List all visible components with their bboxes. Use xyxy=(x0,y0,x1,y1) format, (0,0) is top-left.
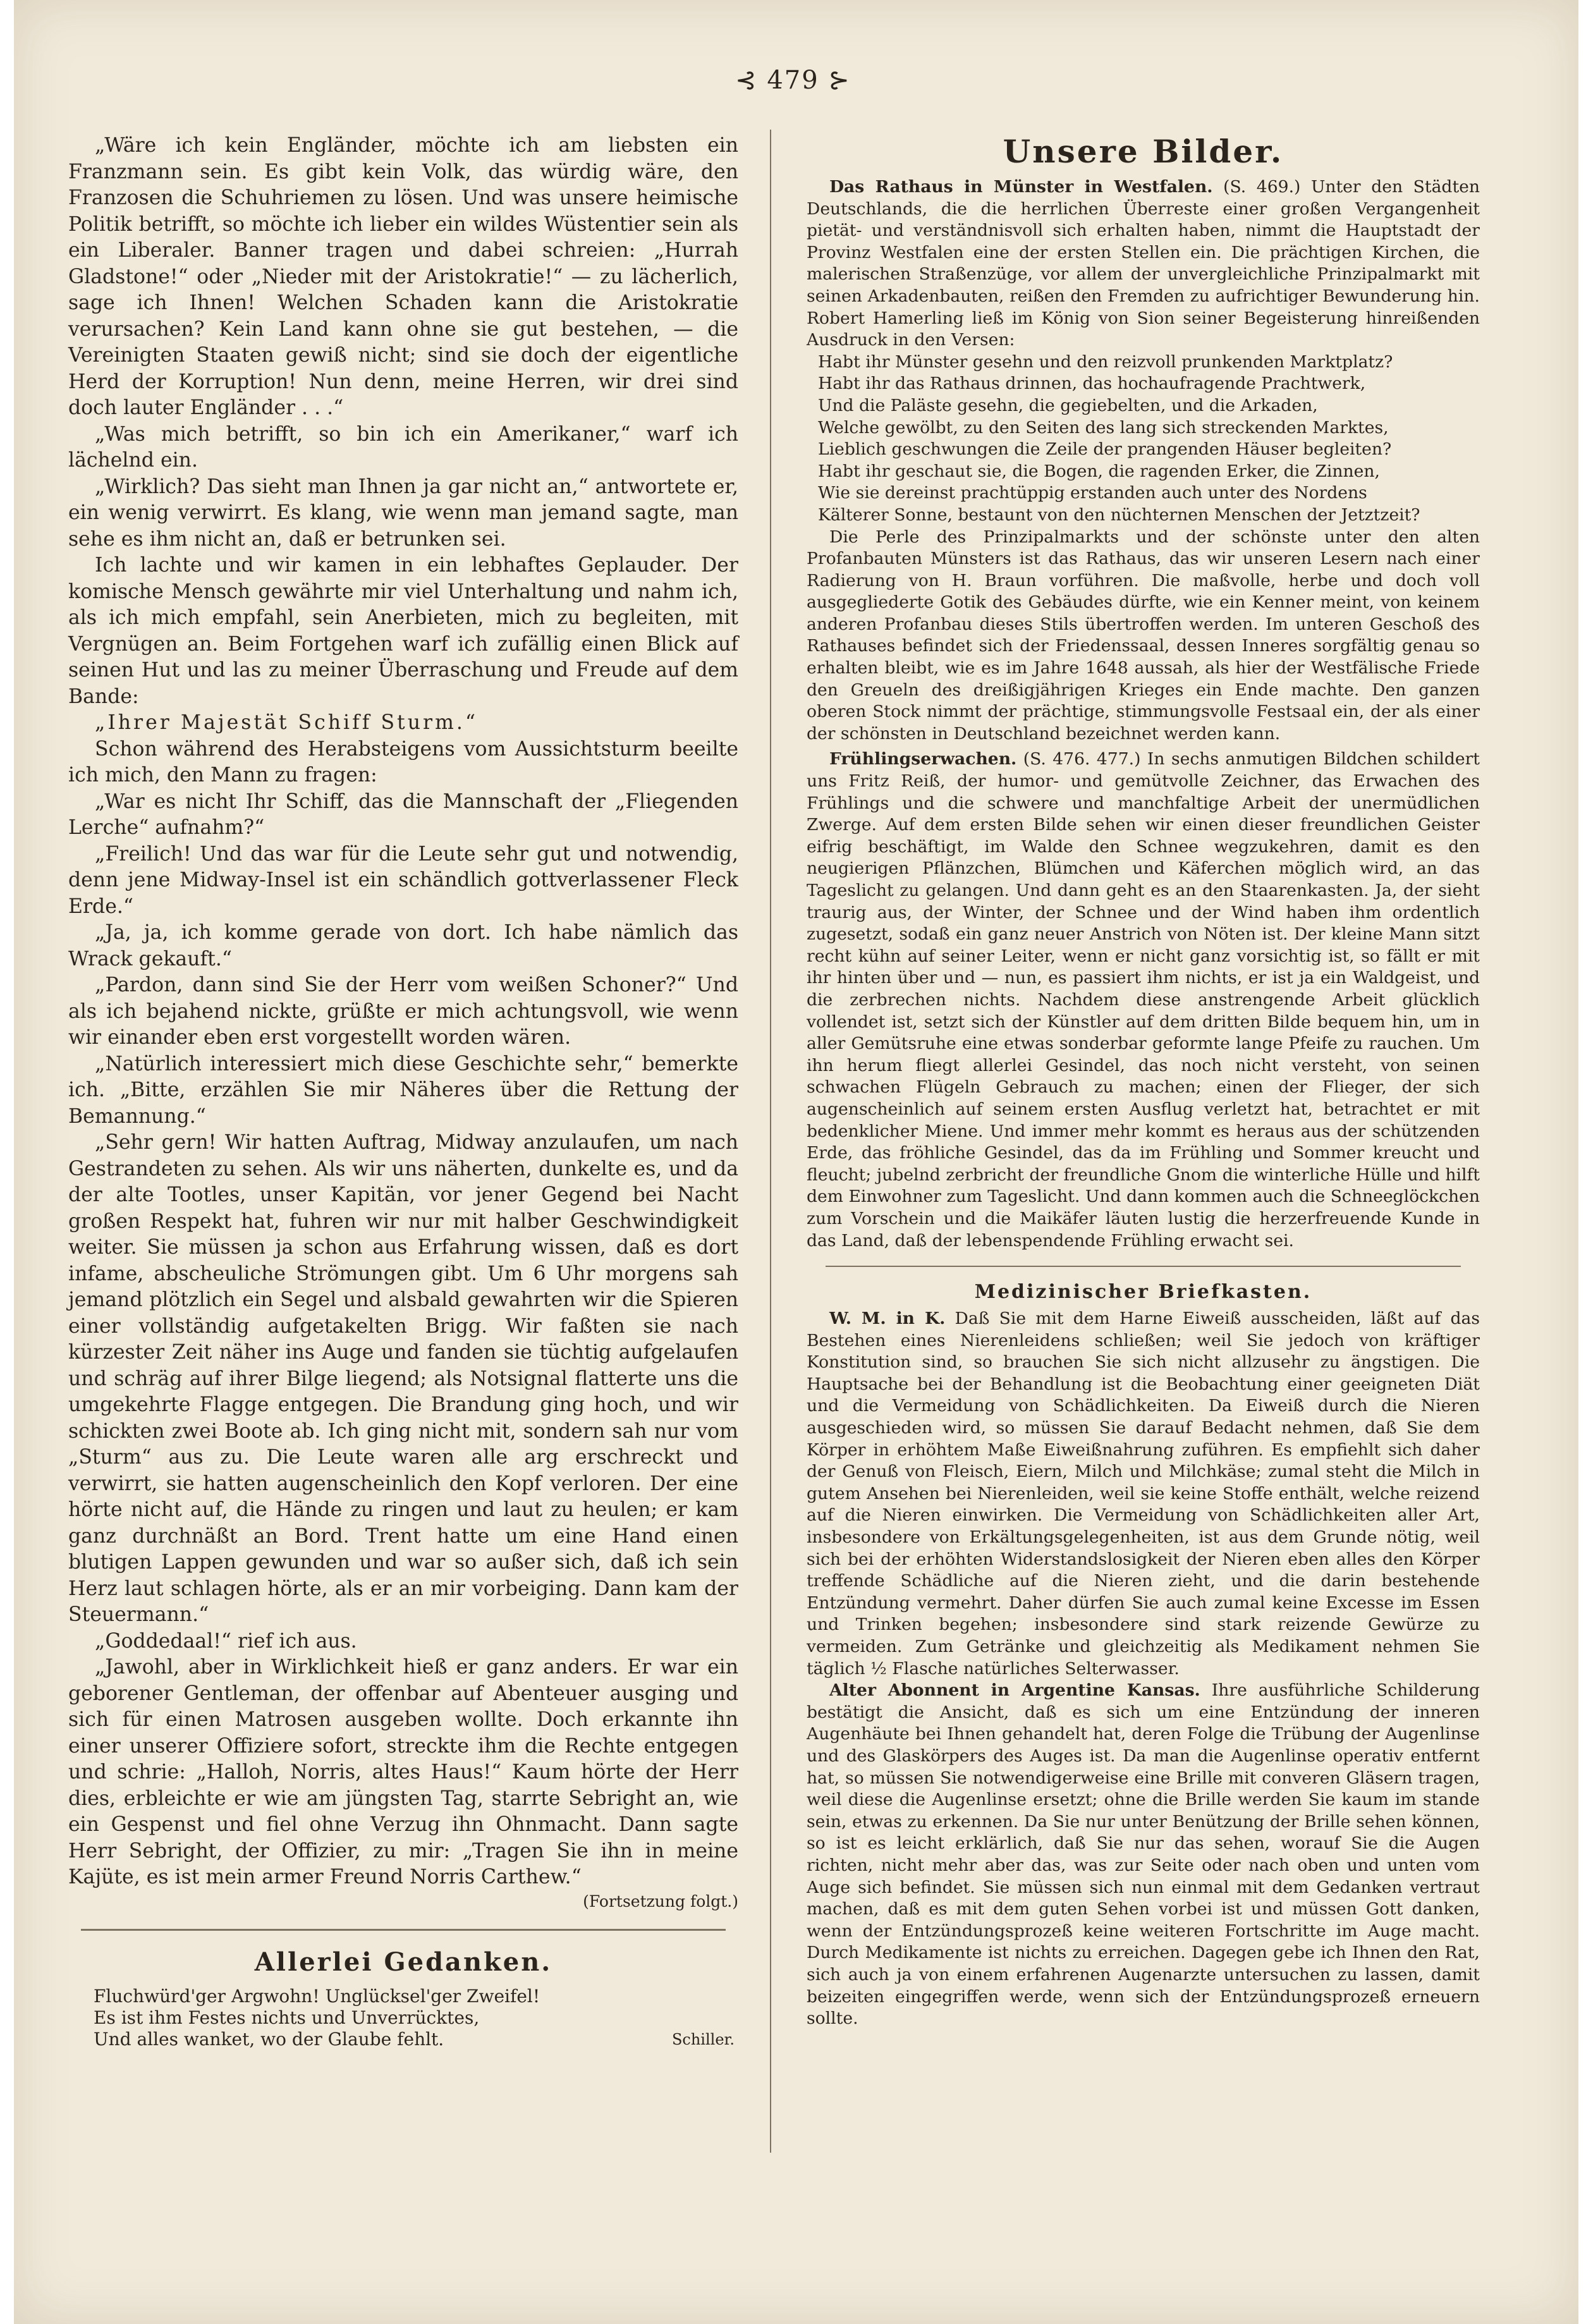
story-paragraph: „Freilich! Und das war für die Leute sehr gut und notwendig, denn jene Midway-Insel ist ein schändlich gottverlassener Fleck Erde.“ xyxy=(68,842,738,918)
hamerling-verse xyxy=(807,352,1480,527)
story-paragraph: „Sehr gern! Wir hatten Auftrag, Midway anzulaufen, um nach Gestrandeten zu sehen. Als wir uns näherten, dunkelte es, und da der alte Tootles, unser Kapitän, vor jener Gegend bei Nacht großen Respekt hat, fuhren wir nur mit halber Geschwindigkeit weiter. Sie müssen ja schon aus Erfahrung wissen, daß es dort infame, abscheuliche Strömungen gibt. Um 6 Uhr morgens sah jemand plötzlich ein Segel und alsbald gewahrten wir die Spieren einer vollständig aufgetakelten Brigg. Wir faßten sie nach kürzester Zeit näher ins Auge und fanden sie tüchtig aufgelaufen und schräg auf ihrer Bilge liegend; als Notsignal flatterte uns die umgekehrte Flagge entgegen. Die Brandung ging hoch, und wir schickten zwei Boote ab. Ich ging nicht mit, sondern sah nur vom „Sturm“ aus zu. Die Leute waren alle arg erschreckt und verwirrt, sie hatten augenscheinlich den Kopf verloren. Der eine hörte nicht auf, die Hände zu ringen und laut zu heulen; er kam ganz durchnäßt an Bord. Trent hatte um eine Hand einen blutigen Lappen gewunden und war so außer sich, daß ich sein Herz laut schlagen hörte, als er an mir vorbeiging. Dann kam der Steuermann.“ xyxy=(68,1131,738,1626)
section-title-pictures: Unsere Bilder. xyxy=(1003,133,1284,170)
column-rule xyxy=(770,130,771,2153)
continued-note: (Fortsetzung folgt.) xyxy=(583,1892,738,1911)
left-column xyxy=(68,133,738,2050)
verse-line: Kälterer Sonne, bestaunt von den nüchternen Menschen der Jetztzeit? xyxy=(818,505,1420,525)
poem-author: Schiller. xyxy=(671,2030,735,2048)
medical-question-2-heading: Alter Abonnent in Argentine Kansas. xyxy=(829,1680,1200,1701)
verse-line: Und die Paläste gesehn, die gegiebelten, und die Arkaden, xyxy=(818,395,1318,415)
story-paragraph: „Pardon, dann sind Sie der Herr vom weißen Schoner?“ Und als ich bejahend nickte, grüßte er mich achtungsvoll, wie wenn wir einander eben erst vorgestellt worden wären. xyxy=(68,974,738,1049)
story-paragraph: „Wäre ich kein Engländer, möchte ich am liebsten ein Franzmann sein. Es gibt kein Volk, das würdig wäre, den Franzosen die Schuhriemen zu lösen. Und was unsere heimische Politik betrifft, so möchte ich lieber ein wildes Wüstentier sein als ein Liberaler. Banner tragen und dabei schreien: „Hurrah Gladstone!“ oder „Nieder mit der Aristokratie!“ — zu lächerlich, sage ich Ihnen! Welchen Schaden kann die Aristokratie verursachen? Kein Land kann ohne sie gut bestehen, — die Vereinigten Staaten gewiß nicht; sind sie doch der eigentliche Herd der Korruption! Nun denn, meine Herren, wir drei sind doch lauter Engländer . . .“ xyxy=(68,134,738,419)
medical-title: Medizinischer Briefkasten. xyxy=(974,1281,1312,1304)
right-column xyxy=(807,133,1480,2030)
section-divider xyxy=(81,1929,726,1931)
medical-answer-2 xyxy=(807,1680,1480,2030)
poem-line: Und alles wanket, wo der Glaube fehlt. xyxy=(94,2028,444,2050)
verse-line: Lieblich geschwungen die Zeile der prangenden Häuser begleiten? xyxy=(818,439,1392,460)
rathaus-intro-text: (S. 469.) Unter den Städten Deutschlands, die die herrlichen Überreste einer großen Vergangenheit pietät- und verständnisvoll sich erhalten haben, nimmt die Hauptstadt der Provinz Westfalen eine der ersten Stellen ein. Die prächtigen Kirchen, die malerischen Straßenzüge, vor allem der unvergleichliche Prinzipalmarkt mit seinen Arkadenbauten, reißen den Fremden zu aufrichtiger Bewunderung hin. Robert Hamerling ließ im König von Sion seiner Begeisterung hinreißenden Ausdruck in den Versen: xyxy=(807,177,1480,350)
story-paragraph: „Natürlich interessiert mich diese Geschichte sehr,“ bemerkte ich. „Bitte, erzählen Sie mir Näheres über die Rettung der Bemannung.“ xyxy=(68,1052,738,1128)
verse-line: Habt ihr Münster gesehn und den reizvoll prunkenden Marktplatz? xyxy=(818,352,1393,372)
story-paragraph: „Ihrer Majestät Schiff Sturm.“ xyxy=(95,711,479,734)
verse-line: Welche gewölbt, zu den Seiten des lang sich streckenden Marktes, xyxy=(818,417,1389,437)
verse-line: Habt ihr das Rathaus drinnen, das hochaufragende Prachtwerk, xyxy=(818,374,1366,394)
verse-line: Habt ihr geschaut sie, die Bogen, die ragenden Erker, die Zinnen, xyxy=(818,461,1380,481)
medical-answer-1 xyxy=(807,1308,1480,1680)
thoughts-title: Allerlei Gedanken. xyxy=(254,1947,552,1977)
rathaus-body: Die Perle des Prinzipalmarkts und der schönste unter den alten Profanbauten Münsters ist das Rathaus, das wir unseren Lesern nach einer Radierung von H. Braun vorführen. Die maßvolle, herbe und doch voll ausgegliederte Gotik des Gebäudes dürfte, wie ein Kenner meint, von keinem anderen Profanbau dieses Stils übertroffen werden. Im unteren Geschoß des Rathauses befindet sich der Friedenssaal, dessen Inneres sorgfältig genau so erhalten bleibt, wie es im Jahre 1648 aussah, als hier der Westfälische Friede den Greueln des dreißigjährigen Krieges ein Ende machte. Den ganzen oberen Stock nimmt der prächtige, stimmungsvolle Festsaal ein, der als einer der schönsten in Deutschland bezeichnet werden kann. xyxy=(807,527,1480,743)
medical-answer-1-text: Daß Sie mit dem Harne Eiweiß ausscheiden, läßt auf das Bestehen eines Nierenleidens schließen; weil Sie jedoch von kräftiger Konstitution sind, so brauchen Sie sich nicht allzusehr zu ängstigen. Die Hauptsache bei der Behandlung ist die Beobachtung einer geeigneten Diät und die Vermeidung von Schädlichkeiten. Da Eiweiß durch die Nieren ausgeschieden wird, so müssen Sie darauf Bedacht nehmen, daß Sie dem Körper in erhöhtem Maße Eiweißnahrung zuführen. Es empfiehlt sich daher der Genuß von Fleisch, Eiern, Milch und Milchkäse; zumal steht die Milch in gutem Ansehen bei Nierenleiden, weil sie keine Stoffe enthält, welche reizend auf die Nieren einwirken. Die Vermeidung von Schädlichkeiten aller Art, insbesondere von Erkältungsgelegenheiten, ist aus dem Grunde nötig, weil sich bei der erhöhten Widerstandslosigkeit der Nieren eben alles den Körper treffende Schädliche auf die Nieren zieht, und die darin bestehende Entzündung vermehrt. Daher dürfen Sie auch zumal keine Excesse im Essen und Trinken begehen; insbesondere sind stark reizende Gewürze zu vermeiden. Zum Getränke und gleichzeitig als Medikament nehmen Sie täglich ½ Flasche natürliches Selterwasser. xyxy=(807,1309,1480,1679)
story-paragraph: „Was mich betrifft, so bin ich ein Amerikaner,“ warf ich lächelnd ein. xyxy=(68,422,738,472)
story-paragraph: Schon während des Herabsteigens vom Aussichtsturm beeilte ich mich, den Mann zu fragen: xyxy=(68,737,738,786)
medical-question-1-heading: W. M. in K. xyxy=(829,1309,946,1329)
poem-line: Es ist ihm Festes nichts und Unverrücktes, xyxy=(94,2007,480,2028)
poem-line: Fluchwürd'ger Argwohn! Unglücksel'ger Zweifel! xyxy=(94,1985,540,2007)
story-paragraph: Ich lachte und wir kamen in ein lebhaftes Geplauder. Der komische Mensch gewährte mir viel Unterhaltung und nahm ich, als ich mich empfahl, sein Anerbieten, mich zu begleiten, mit Vergnügen an. Beim Fortgehen warf ich zufällig einen Blick auf seinen Hut und las zu meiner Überraschung und Freude auf dem Bande: xyxy=(68,554,738,708)
medical-answer-2-text: Ihre ausführliche Schilderung bestätigt die Ansicht, daß es sich um eine Entzündung der inneren Augenhäute bei Ihnen gehandelt hat, deren Folge die Trübung der Augenlinse und des Glaskörpers des Auges ist. Da man die Augenlinse operativ entfernt hat, so müssen Sie notwendigerweise eine Brille mit converen Gläsern tragen, weil diese die Augenlinse ersetzt; ohne die Brille werden Sie kaum im stande sein, etwas zu erkennen. Da Sie nur unter Benützung der Brille sehen können, so ist es leicht erklärlich, daß Sie nur das sehen, worauf Sie die Augen richten, nicht mehr aber das, was zur Seite oder nach oben und unten vom Auge sich befindet. Sie müssen sich nun einmal mit dem Gedanken vertraut machen, daß es mit dem guten Sehen vorbei ist und müssen Gott danken, wenn der Entzündungsprozeß keine weiteren Fortschritte im Auge macht. Durch Medikamente ist nichts zu erreichen. Dagegen gebe ich Ihnen den Rat, sich auch ja von einem erfahrenen Augenarzte untersuchen zu lassen, damit beizeiten eingegriffen werde, wenn sich der Entzündungsprozeß erneuern sollte. xyxy=(807,1680,1480,2029)
poem xyxy=(94,1986,738,2050)
story-paragraph: „War es nicht Ihr Schiff, das die Mannschaft der „Fliegenden Lerche“ aufnahm?“ xyxy=(68,790,738,839)
spring-paragraph xyxy=(807,749,1480,1252)
story-paragraph: „Jawohl, aber in Wirklichkeit hieß er ganz anders. Er war ein geborener Gentleman, der offenbar auf Abenteuer ausging und sich für einen Matrosen ausgeben wollte. Doch erkannte ihn einer unserer Offiziere sofort, streckte ihm die Rechte entgegen und schrie: „Halloh, Norris, altes Haus!“ Kaum hörte der Herr dies, erbleichte er wie am jüngsten Tag, starrte Sebright an, wie ein Gespenst und fiel ohne Verzug ihn Ohnmacht. Dann sagte Herr Sebright, der Offizier, zu mir: „Tragen Sie ihn in meine Kajüte, es ist mein armer Freund Norris Carthew.“ xyxy=(68,1656,738,1888)
story-paragraph: „Wirklich? Das sieht man Ihnen ja gar nicht an,“ antwortete er, ein wenig verwirrt. Es klang, wie wenn man jemand sagte, man sehe es ihm nicht an, daß er betrunken sei. xyxy=(68,475,738,551)
section-divider xyxy=(826,1266,1461,1267)
ornament-right: ⊱ xyxy=(828,66,851,95)
story-paragraph: „Goddedaal!“ rief ich aus. xyxy=(95,1629,357,1653)
page-number: ⊰ 479 ⊱ xyxy=(735,66,851,95)
rathaus-intro xyxy=(807,176,1480,352)
rathaus-heading: Das Rathaus in Münster in Westfalen. xyxy=(829,177,1213,197)
verse-line: Wie sie dereinst prachtüppig erstanden auch unter des Nordens xyxy=(818,483,1367,503)
story-paragraph: „Ja, ja, ich komme gerade von dort. Ich habe nämlich das Wrack gekauft.“ xyxy=(68,921,738,970)
story-text xyxy=(68,133,738,1912)
spring-heading: Frühlingserwachen. xyxy=(829,749,1017,769)
ornament-left: ⊰ xyxy=(735,66,758,95)
spring-text: (S. 476. 477.) In sechs anmutigen Bildchen schildert uns Fritz Reiß, der humor- und gemütvolle Zeichner, das Erwachen des Frühlings und die schwere und manchfaltige Arbeit der unermüdlichen Zwerge. Auf dem ersten Bilde sehen wir einen dieser freundlichen Geister eifrig beschäftigt, im Walde den Schnee wegzukehren, damit es den neugierigen Pflänzchen, Blümchen und Käferchen möglich wird, an das Tageslicht zu gelangen. Und dann geht es an den Staarenkasten. Ja, der sieht traurig aus, der Winter, der Schnee und der Wind haben ihm ordentlich zugesetzt, sodaß ein ganz neuer Anstrich von Nöten ist. Der kleine Mann sitzt recht kühn auf seiner Leiter, wenn er nicht ganz vorsichtig ist, so fällt er mit ihr hinten über und — nun, es passiert ihm nichts, er ist ja ein Waldgeist, und die zerbrechen nichts. Nachdem diese anstrengende Arbeit glücklich vollendet ist, setzt sich der Künstler auf dem dritten Bilde bequem hin, um in aller Gemütsruhe eine etwas sonderbar geformte lange Pfeife zu rauchen. Um ihn herum fliegt allerlei Gesindel, das noch nicht versteht, von seinen schwachen Flügeln Gebrauch zu machen; einen der Flieger, der sich augenscheinlich auf seinem ersten Ausflug verletzt hat, betrachtet er mit bedenklicher Miene. Und immer mehr kommt es heraus aus der schützenden Erde, das fröhliche Gesindel, das da im Frühling und Sommer kreucht und fleucht; jubelnd zerbricht der freundliche Gnom die winterliche Hülle und hilft dem Einwohner zum Tageslicht. Und dann kommen auch die Schneeglöckchen zum Vorschein und die Maikäfer läuten lustig die herzerfreuende Kunde in das Land, daß der lebenspendende Frühling erwacht sei. xyxy=(807,749,1480,1251)
